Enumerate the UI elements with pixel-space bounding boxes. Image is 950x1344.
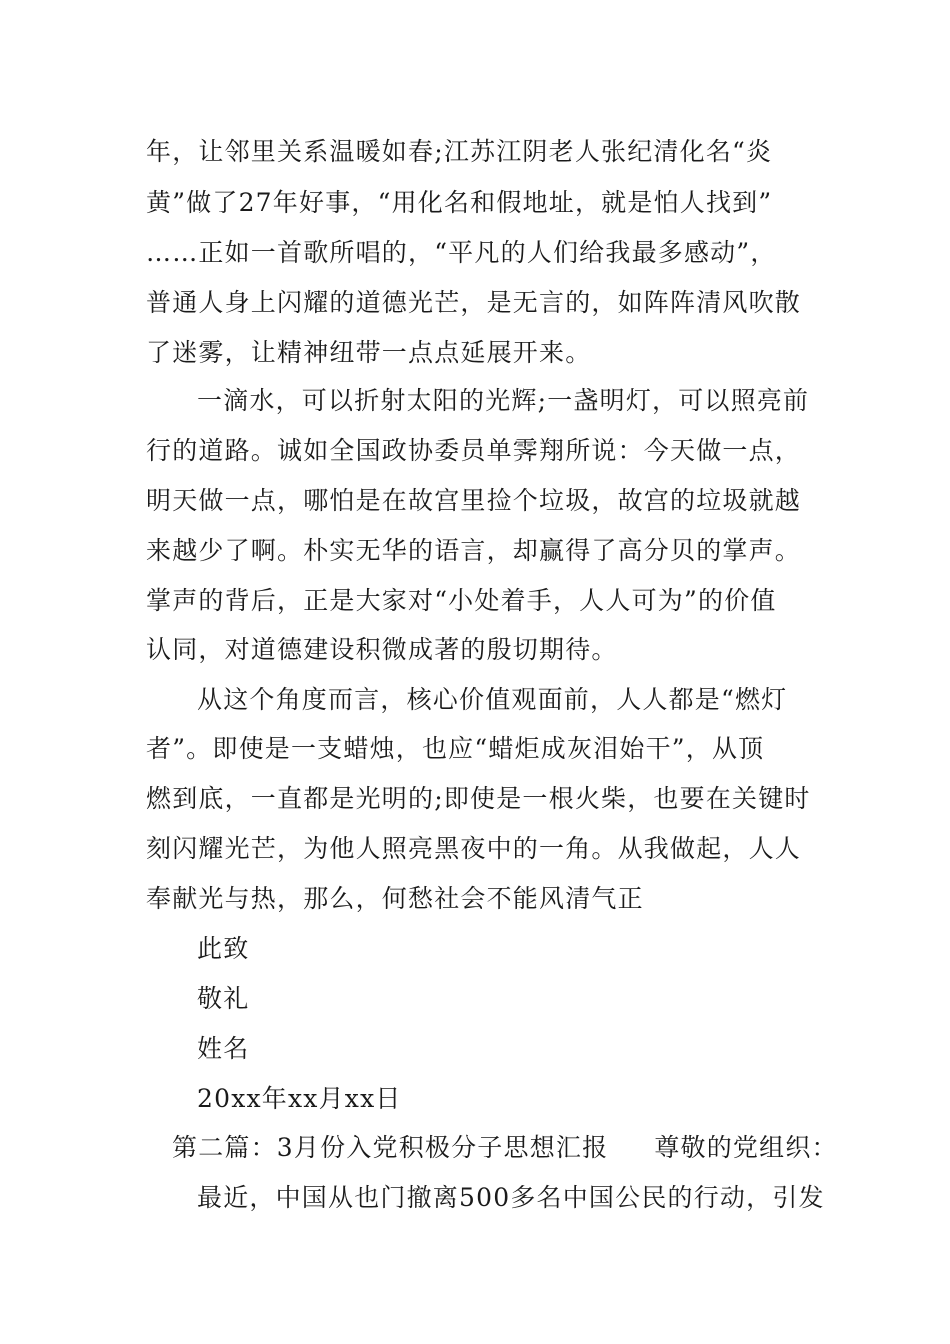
second-article-salutation: 尊敬的党组织： (654, 1133, 838, 1162)
signature-name: 姓名 (197, 1034, 250, 1063)
text-line: 奉献光与热，那么，何愁社会不能风清气正 (146, 884, 644, 913)
second-article-heading (172, 1130, 836, 1166)
text-line: 来越少了啊。朴实无华的语言，却赢得了高分贝的掌声。 (146, 536, 802, 565)
text-line: 掌声的背后，正是大家对“小处着手，人人可为”的价值 (146, 586, 777, 615)
text-line: 最近，中国从也门撤离500多名中国公民的行动，引发 (197, 1183, 825, 1212)
text-line: 燃到底，一直都是光明的;即使是一根火柴，也要在关键时 (146, 784, 811, 813)
text-line: 行的道路。诚如全国政协委员单霁翔所说：今天做一点， (146, 436, 802, 465)
text-line: 年，让邻里关系温暖如春;江苏江阴老人张纪清化名“炎 (146, 137, 773, 166)
closing-greeting: 此致 (197, 934, 250, 963)
text-line: 刻闪耀光芒，为他人照亮黑夜中的一角。从我做起，人人 (146, 834, 802, 863)
closing-regards: 敬礼 (197, 984, 250, 1013)
second-article-title: 第二篇：3月份入党积极分子思想汇报 (172, 1133, 609, 1162)
text-line: 认同，对道德建设积微成著的殷切期待。 (146, 635, 618, 664)
text-line: 一滴水，可以折射太阳的光辉;一盏明灯，可以照亮前 (197, 386, 810, 415)
text-line: ……正如一首歌所唱的，“平凡的人们给我最多感动”， (146, 238, 777, 267)
text-line: 明天做一点，哪怕是在故宫里捡个垃圾，故宫的垃圾就越 (146, 486, 802, 515)
text-line: 黄”做了27年好事，“用化名和假地址，就是怕人找到” (146, 188, 773, 217)
signature-date: 20xx年xx月xx日 (197, 1084, 402, 1113)
text-line: 从这个角度而言，核心价值观面前，人人都是“燃灯 (197, 685, 788, 714)
text-line: 普通人身上闪耀的道德光芒，是无言的，如阵阵清风吹散 (146, 288, 802, 317)
text-line: 者”。即使是一支蜡烛，也应“蜡炬成灰泪始干”，从顶 (146, 734, 765, 763)
text-line: 了迷雾，让精神纽带一点点延展开来。 (146, 338, 592, 367)
